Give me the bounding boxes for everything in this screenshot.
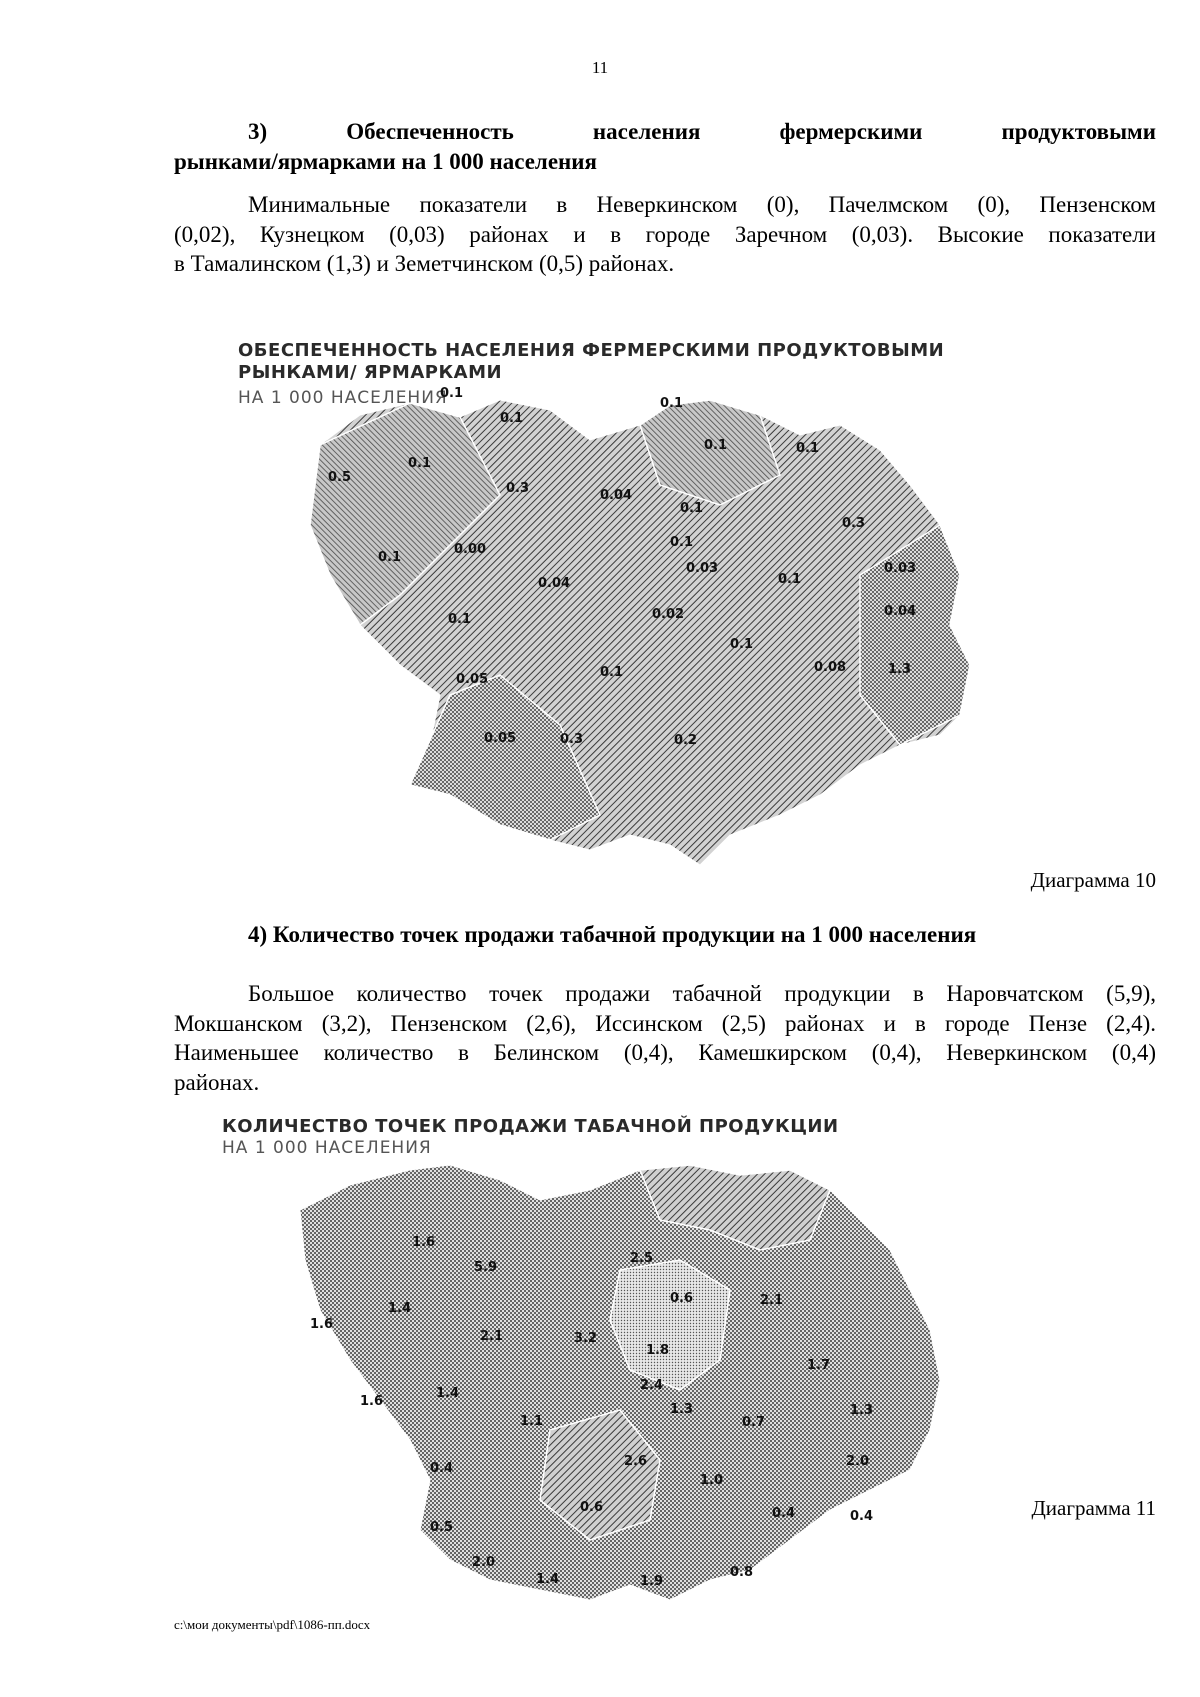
value-label: 2.5 — [630, 1251, 654, 1266]
value-label: 1.3 — [888, 662, 912, 677]
value-label: 0.03 — [686, 561, 719, 576]
value-label: 1.4 — [436, 1386, 460, 1401]
value-label: 1.3 — [670, 1402, 694, 1417]
value-label: 1.0 — [700, 1473, 724, 1488]
value-label: 0.04 — [600, 488, 633, 503]
value-label: 0.05 — [456, 672, 489, 687]
paragraph-line: Наименьшее количество в Белинском (0,4), Камешкирском (0,4), Неверкинском (0,4) — [174, 1040, 1156, 1065]
value-label: 1.4 — [388, 1301, 412, 1316]
value-label: 0.1 — [448, 612, 472, 627]
value-label: 1.6 — [412, 1235, 436, 1250]
paragraph-line: (0,02), Кузнецком (0,03) районах и в городе Заречном (0,03). Высокие показатели — [174, 221, 1156, 247]
footer-file-path: c:\мои документы\pdf\1086-пп.docx — [174, 1617, 371, 1632]
value-label: 2.0 — [472, 1555, 496, 1570]
value-label: 0.04 — [884, 604, 917, 619]
value-label: 0.4 — [772, 1506, 796, 1521]
section-3-heading-line2: рынками/ярмарками на 1 000 населения — [174, 149, 597, 174]
value-label: 0.2 — [674, 733, 698, 748]
value-label: 0.1 — [408, 456, 432, 471]
value-label: 3.2 — [574, 1331, 598, 1346]
heading-word: населения — [592, 119, 701, 144]
value-label: 0.4 — [850, 1509, 874, 1524]
section-4-heading: 4) Количество точек продажи табачной продукции на 1 000 населения — [248, 922, 977, 947]
value-label: 0.1 — [378, 550, 402, 565]
value-label: 1.8 — [646, 1343, 670, 1358]
section-4-paragraph — [174, 979, 1156, 1097]
diagram-10-caption: Диаграмма 10 — [1030, 868, 1156, 892]
value-label: 0.03 — [884, 561, 917, 576]
value-label: 2.1 — [760, 1293, 784, 1308]
map-1-title-line2: РЫНКАМИ/ ЯРМАРКАМИ — [238, 362, 503, 383]
value-label: 0.02 — [652, 607, 685, 622]
value-label: 0.1 — [796, 441, 820, 456]
value-label: 2.6 — [624, 1454, 648, 1469]
value-label: 1.6 — [360, 1394, 384, 1409]
value-label: 0.1 — [500, 411, 524, 426]
value-label: 0.1 — [730, 637, 754, 652]
value-label: 0.3 — [506, 481, 530, 496]
value-label: 0.1 — [440, 386, 464, 401]
value-label: 0.5 — [430, 1520, 454, 1535]
heading-word: продуктовыми — [1001, 119, 1156, 144]
map-2-subtitle: НА 1 000 НАСЕЛЕНИЯ — [222, 1138, 432, 1158]
value-label: 0.6 — [580, 1500, 604, 1515]
value-label: 0.3 — [560, 732, 584, 747]
value-label: 1.6 — [310, 1317, 334, 1332]
value-label: 1.1 — [520, 1414, 544, 1429]
diagram-11-caption: Диаграмма 11 — [1031, 1496, 1156, 1520]
value-label: 0.8 — [730, 1565, 754, 1580]
value-label: 2.0 — [846, 1454, 870, 1469]
paragraph-line: Мокшанском (3,2), Пензенском (2,6), Иссинском (2,5) районах и в городе Пензе (2,4). — [174, 1010, 1156, 1036]
heading-word: Обеспеченность — [346, 119, 514, 144]
value-label: 2.1 — [480, 1329, 504, 1344]
paragraph-line: Большое количество точек продажи табачной продукции в Наровчатском (5,9), — [248, 981, 1156, 1006]
value-label: 0.1 — [660, 396, 684, 411]
paragraph-line: Минимальные показатели в Неверкинском (0), Пачелмском (0), Пензенском — [248, 192, 1156, 217]
map-2 — [290, 1160, 990, 1620]
value-label: 0.1 — [778, 572, 802, 587]
value-label: 0.1 — [680, 501, 704, 516]
value-label: 0.3 — [842, 516, 866, 531]
section-3-heading-line1 — [174, 117, 1156, 147]
value-label: 5.9 — [474, 1260, 498, 1275]
map-1-title — [238, 340, 944, 384]
value-label: 0.5 — [328, 470, 352, 485]
section-3-paragraph — [174, 190, 1156, 279]
paragraph-line: районах. — [174, 1069, 260, 1095]
value-label: 0.4 — [430, 1461, 454, 1476]
heading-word: 3) — [248, 119, 268, 144]
value-label: 0.7 — [742, 1415, 766, 1430]
value-label: 0.1 — [670, 535, 694, 550]
map-2-region-outline — [300, 1165, 940, 1600]
value-label: 1.3 — [850, 1403, 874, 1418]
map-2-title: КОЛИЧЕСТВО ТОЧЕК ПРОДАЖИ ТАБАЧНОЙ ПРОДУКЦИИ — [222, 1116, 839, 1137]
map-1-title-line1: ОБЕСПЕЧЕННОСТЬ НАСЕЛЕНИЯ ФЕРМЕРСКИМИ ПРОДУКТОВЫМИ — [238, 340, 945, 361]
value-label: 0.05 — [484, 731, 517, 746]
value-label: 1.4 — [536, 1572, 560, 1587]
map-1-subtitle: НА 1 000 НАСЕЛЕНИЯ — [238, 388, 448, 408]
section-3-heading — [174, 117, 1156, 177]
value-label: 1.7 — [807, 1358, 831, 1373]
paragraph-line: в Тамалинском (1,3) и Земетчинском (0,5) районах. — [174, 251, 675, 276]
value-label: 0.1 — [704, 438, 728, 453]
value-label: 0.04 — [538, 576, 571, 591]
value-label: 0.00 — [454, 542, 487, 557]
value-label: 0.08 — [814, 660, 847, 675]
value-label: 0.6 — [670, 1291, 694, 1306]
heading-word: фермерскими — [779, 119, 923, 144]
value-label: 1.9 — [640, 1574, 664, 1589]
value-label: 0.1 — [600, 665, 624, 680]
page-number: 11 — [591, 58, 609, 77]
value-label: 2.4 — [640, 1378, 664, 1393]
